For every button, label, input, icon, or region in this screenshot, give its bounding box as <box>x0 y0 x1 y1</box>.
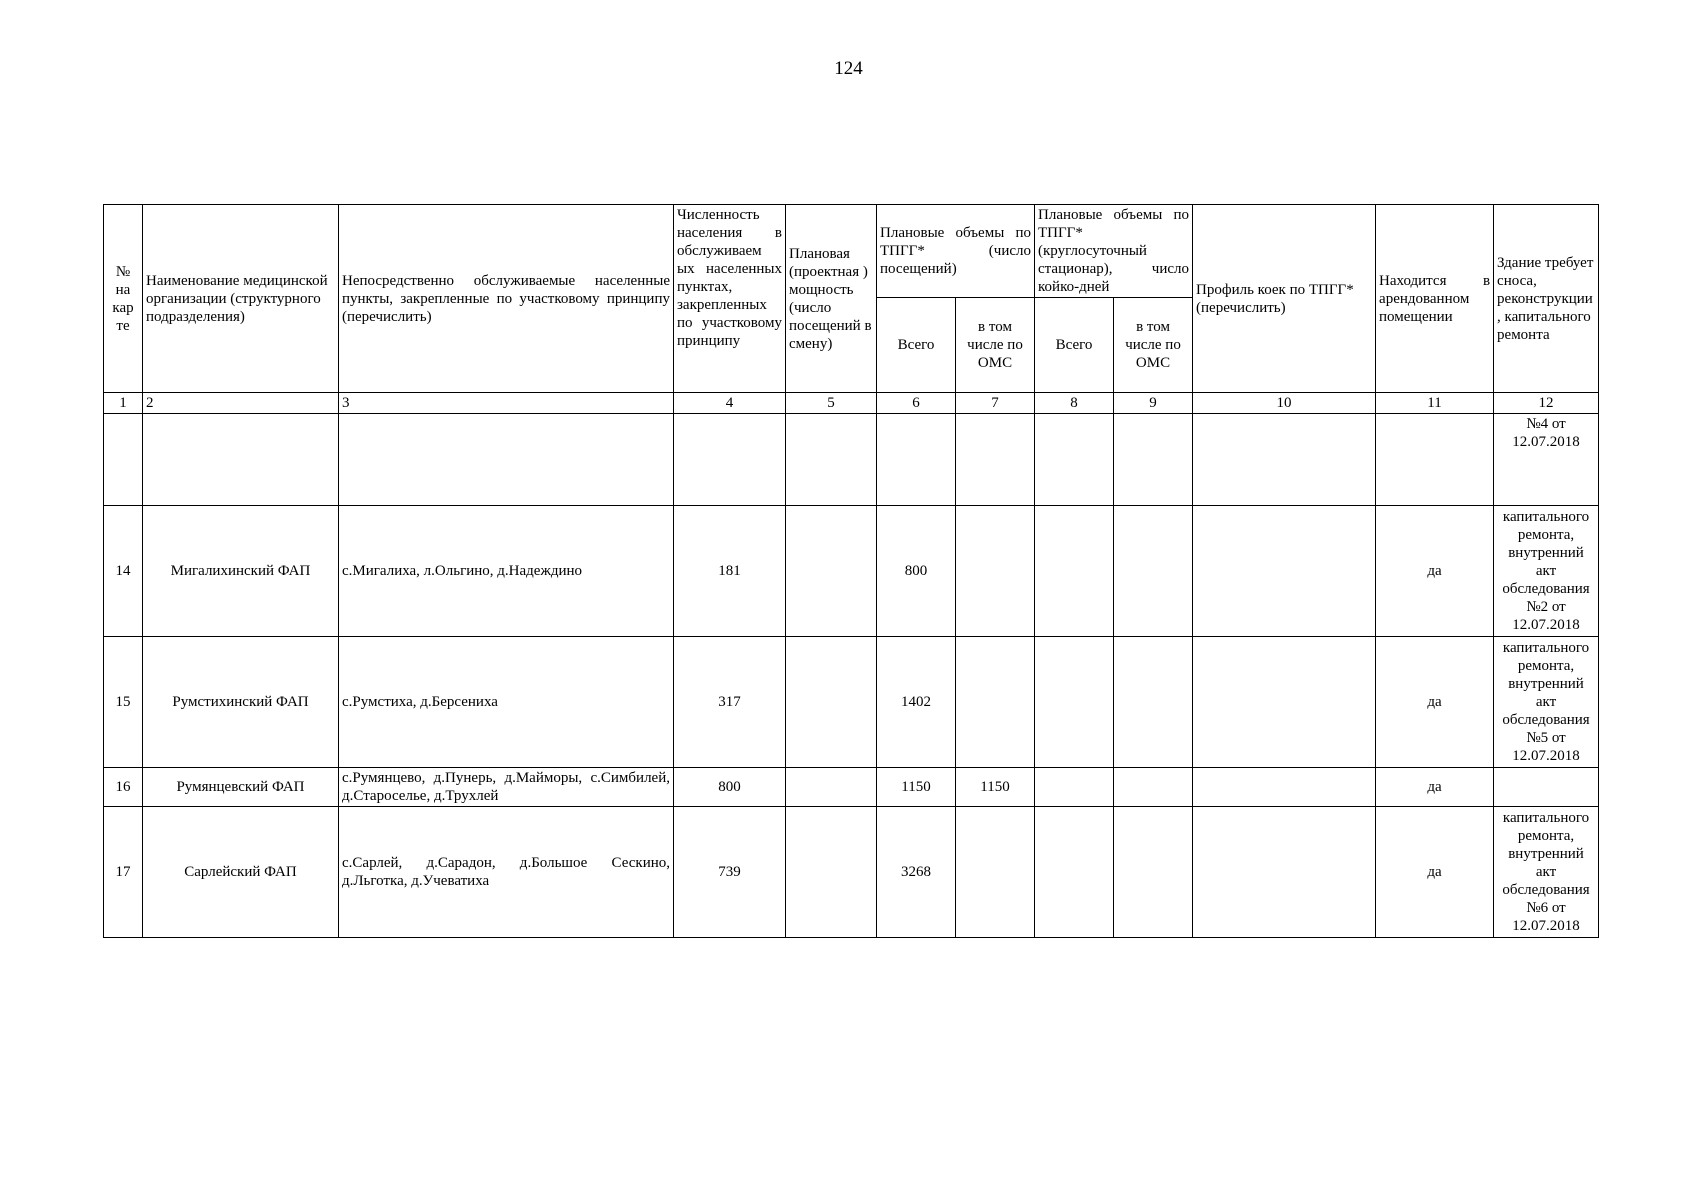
cell-population: 800 <box>674 768 786 807</box>
cell-visits-oms: 1150 <box>956 768 1035 807</box>
cell-beds-total <box>1035 807 1114 938</box>
cell-map-number: 17 <box>104 807 143 938</box>
cell-rented: да <box>1376 768 1494 807</box>
cell-visits-total <box>877 414 956 506</box>
column-number: 10 <box>1193 393 1376 414</box>
cell-map-number <box>104 414 143 506</box>
header-rented: Находится в арендованном помещении <box>1376 205 1494 393</box>
cell-organization-name <box>143 414 339 506</box>
cell-settlements: с.Мигалиха, л.Ольгино, д.Надеждино <box>339 506 674 637</box>
table-row <box>104 637 1599 768</box>
cell-bed-profile <box>1193 637 1376 768</box>
cell-capacity <box>786 414 877 506</box>
cell-building-status: капитального ремонта, внутренний акт обследования №6 от 12.07.2018 <box>1494 807 1599 938</box>
cell-organization-name: Мигалихинский ФАП <box>143 506 339 637</box>
cell-population: 181 <box>674 506 786 637</box>
header-organization-name: Наименование медицинской организации (структурного подразделения) <box>143 205 339 393</box>
header-planned-visits: Плановые объемы по ТПГГ* (число посещений) <box>877 205 1035 298</box>
facilities-table <box>103 204 1599 938</box>
header-visits-total: Всего <box>877 298 956 393</box>
cell-capacity <box>786 506 877 637</box>
cell-beds-total <box>1035 768 1114 807</box>
cell-settlements <box>339 414 674 506</box>
cell-beds-oms <box>1114 414 1193 506</box>
column-number: 3 <box>339 393 674 414</box>
cell-settlements: с.Сарлей, д.Сарадон, д.Большое Сескино, д.Льготка, д.Учеватиха <box>339 807 674 938</box>
cell-visits-oms <box>956 807 1035 938</box>
column-number: 8 <box>1035 393 1114 414</box>
cell-visits-total: 1402 <box>877 637 956 768</box>
header-settlements: Непосредственно обслуживаемые населенные пункты, закрепленные по участковому принципу (перечислить) <box>339 205 674 393</box>
cell-building-status: №4 от 12.07.2018 <box>1494 414 1599 506</box>
cell-bed-profile <box>1193 414 1376 506</box>
header-bed-profile: Профиль коек по ТПГГ* (перечислить) <box>1193 205 1376 393</box>
cell-organization-name: Румянцевский ФАП <box>143 768 339 807</box>
column-number: 7 <box>956 393 1035 414</box>
cell-map-number: 16 <box>104 768 143 807</box>
cell-capacity <box>786 637 877 768</box>
cell-organization-name: Румстихинский ФАП <box>143 637 339 768</box>
column-number: 1 <box>104 393 143 414</box>
header-building-status: Здание требует сноса, реконструкции , капитального ремонта <box>1494 205 1599 393</box>
cell-beds-oms <box>1114 807 1193 938</box>
page-number: 124 <box>834 58 863 79</box>
cell-capacity <box>786 768 877 807</box>
column-number: 9 <box>1114 393 1193 414</box>
cell-population <box>674 414 786 506</box>
cell-population: 739 <box>674 807 786 938</box>
cell-visits-oms <box>956 414 1035 506</box>
column-number-row <box>104 393 1599 414</box>
table-row <box>104 807 1599 938</box>
cell-settlements: с.Румстиха, д.Берсениха <box>339 637 674 768</box>
cell-rented: да <box>1376 637 1494 768</box>
column-number: 12 <box>1494 393 1599 414</box>
cell-visits-total: 1150 <box>877 768 956 807</box>
cell-settlements: с.Румянцево, д.Пунерь, д.Майморы, с.Симбилей, д.Староселье, д.Трухлей <box>339 768 674 807</box>
cell-bed-profile <box>1193 768 1376 807</box>
cell-beds-total <box>1035 506 1114 637</box>
cell-beds-total <box>1035 414 1114 506</box>
cell-building-status <box>1494 768 1599 807</box>
cell-organization-name: Сарлейский ФАП <box>143 807 339 938</box>
cell-beds-total <box>1035 637 1114 768</box>
column-number: 2 <box>143 393 339 414</box>
column-number: 6 <box>877 393 956 414</box>
cell-population: 317 <box>674 637 786 768</box>
table-row <box>104 414 1599 506</box>
header-row-1 <box>104 205 1599 298</box>
table-row <box>104 768 1599 807</box>
cell-map-number: 14 <box>104 506 143 637</box>
cell-beds-oms <box>1114 637 1193 768</box>
header-population: Численность населения в обслуживаем ых населенных пунктах, закрепленных по участковому принципу <box>674 205 786 393</box>
table-row <box>104 506 1599 637</box>
cell-visits-total: 3268 <box>877 807 956 938</box>
cell-beds-oms <box>1114 768 1193 807</box>
cell-rented: да <box>1376 506 1494 637</box>
cell-bed-profile <box>1193 807 1376 938</box>
cell-map-number: 15 <box>104 637 143 768</box>
cell-rented <box>1376 414 1494 506</box>
cell-capacity <box>786 807 877 938</box>
cell-building-status: капитального ремонта, внутренний акт обследования №2 от 12.07.2018 <box>1494 506 1599 637</box>
cell-bed-profile <box>1193 506 1376 637</box>
header-beds-total: Всего <box>1035 298 1114 393</box>
cell-visits-oms <box>956 637 1035 768</box>
header-planned-bed-days: Плановые объемы по ТПГГ* (круглосуточный стационар), число койко-дней <box>1035 205 1193 298</box>
cell-visits-total: 800 <box>877 506 956 637</box>
header-beds-oms: в том числе по ОМС <box>1114 298 1193 393</box>
cell-rented: да <box>1376 807 1494 938</box>
cell-building-status: капитального ремонта, внутренний акт обследования №5 от 12.07.2018 <box>1494 637 1599 768</box>
header-visits-oms: в том числе по ОМС <box>956 298 1035 393</box>
column-number: 11 <box>1376 393 1494 414</box>
cell-beds-oms <box>1114 506 1193 637</box>
column-number: 5 <box>786 393 877 414</box>
header-map-number: № на кар те <box>104 205 143 393</box>
cell-visits-oms <box>956 506 1035 637</box>
header-capacity: Плановая (проектная ) мощность (число посещений в смену) <box>786 205 877 393</box>
column-number: 4 <box>674 393 786 414</box>
